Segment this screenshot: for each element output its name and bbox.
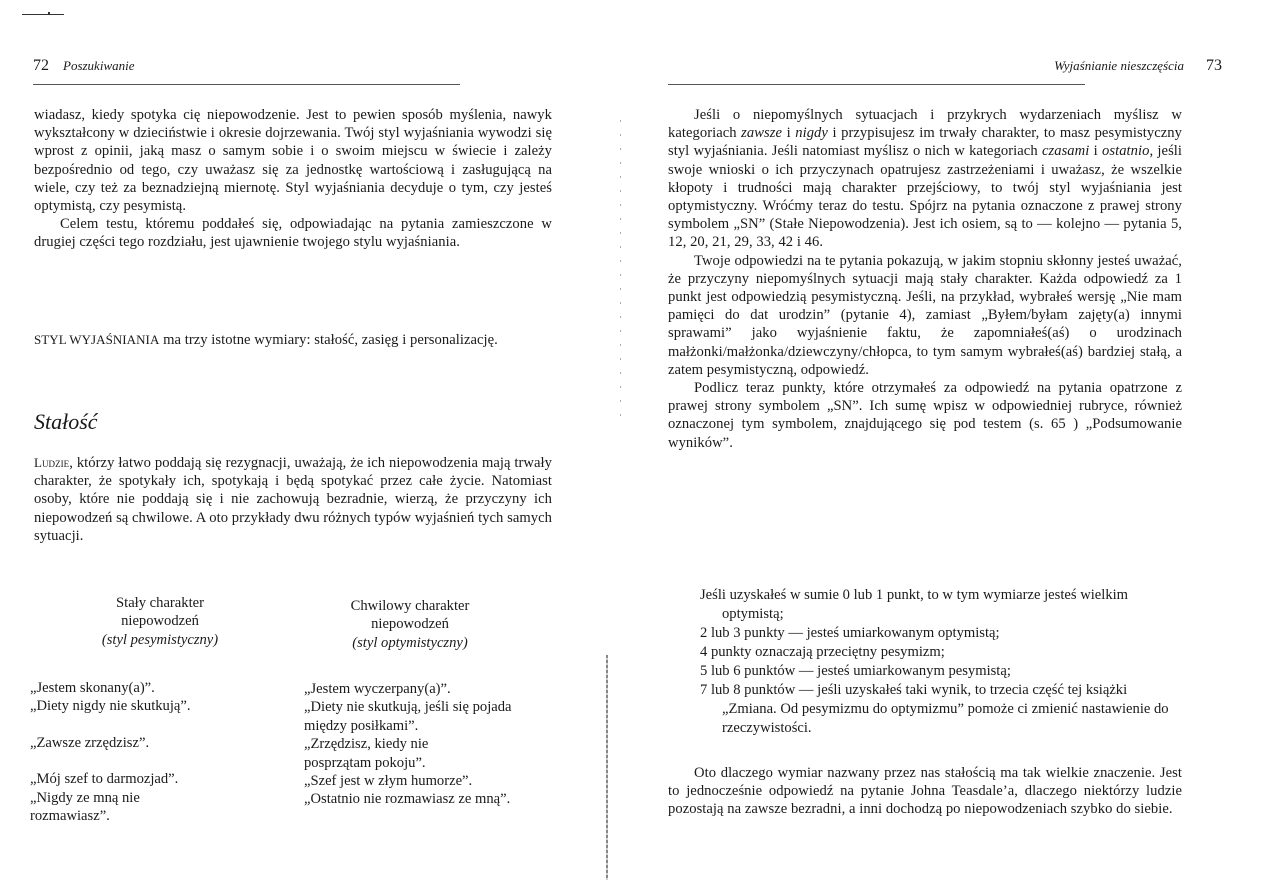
left-page (0, 0, 630, 894)
right-body-text (668, 106, 1182, 452)
paragraph: Jeśli o niepomyślnych sytuacjach i przykrych wydarzeniach myślisz w kategoriach zawsze i nigdy i przypisujesz im trwały charakter, to masz pesymistyczny styl wyjaśniania. Jeśli natomiast myślisz o nich w kategoriach czasami i ostatnio, jeśli swoje wnioski o ich przyczynach opatrujesz zastrzeżeniami i uważasz, że wszelkie kłopoty i trudności mają charakter przejściowy, to twój styl wyjaśniania jest optymistyczny. Wróćmy teraz do testu. Spójrz na pytania oznaczone z prawej strony symbolem „SN” (Stałe Niepowodzenia). Jest ich osiem, są to — kolejno — pytania 5, 12, 20, 21, 29, 33, 42 i 46. (668, 107, 1183, 251)
example-item: „Jestem wyczerpany(a)”. (304, 681, 451, 697)
header-rule (668, 84, 1085, 85)
emphasis: czasami (1041, 143, 1090, 160)
heading-line: Chwilowy charakter (350, 598, 470, 614)
right-page-header (1054, 57, 1222, 77)
score-item: 4 punkty oznaczają przeciętny pesymizm; (700, 644, 945, 660)
heading-style: (styl pesymistyczny) (101, 631, 219, 648)
page-number: 73 (1206, 57, 1222, 74)
score-item: Jeśli uzyskałeś w sumie 0 lub 1 punkt, to w tym wymiarze jesteś wielkim optymistą; (700, 587, 1129, 622)
stalosc-paragraph (34, 454, 552, 545)
scan-gutter-dots (620, 120, 621, 420)
paragraph: Oto dlaczego wymiar nazwany przez nas stałością ma tak wielkie znaczenie. Jest to jednocześnie odpowiedź na pytanie Johna Teasdale’a, dlaczego niektórzy ludzie pozostają na zawsze bezradni, a inni dochodzą po niepowodzeniach szybko do siebie. (668, 765, 1182, 818)
right-page (630, 0, 1262, 894)
score-item: 5 lub 6 punktów — jesteś umiarkowanym pesymistą; (700, 663, 1011, 679)
header-rule (33, 84, 460, 85)
left-page-header (33, 57, 135, 77)
paragraph: wiadasz, kiedy spotyka cię niepowodzenie. Jest to pewien sposób myślenia, nawyk wykształcony w dzieciństwie i okresie dojrzewania. Twój styl wyjaśniania wywodzi się wprost z opinii, jaką masz o samym sobie i o swoim miejscu w świecie i zależy bezpośrednio od tego, czy uważasz się za jednostkę wartościową i zasługującą na wiele, czy też za beznadziejną miernotę. Styl wyjaśniania decyduje o tym, czy jesteś optymistą, czy pesymistą. (34, 107, 552, 215)
running-head: Poszukiwanie (63, 58, 135, 73)
page-number: 72 (33, 57, 49, 74)
closing-paragraph (668, 764, 1182, 819)
styl-paragraph (34, 331, 552, 349)
small-caps-lead: Ludzie (34, 455, 70, 470)
paragraph-text: , którzy łatwo poddają się rezygnacji, uważają, że ich niepowodzenia mają trwały charakter, że spotykały ich, spotykają i będą spotykać przez całe życie. Natomiast osoby, które nie poddają się i nie zachowują bezradnie, wierzą, że przyczyny ich niepowodzeń są chwilowe. A oto przykłady dwu różnych typów wyjaśnień tych samych sytuacji. (34, 455, 552, 544)
example-item: „Nigdy ze mną nie rozmawiasz”. (30, 789, 140, 825)
score-interpretation-list (700, 586, 1184, 738)
emphasis: ostatnio (1102, 143, 1150, 160)
example-item: „Jestem skonany(a)”. (30, 680, 155, 696)
paragraph-text: ma trzy istotne wymiary: stałość, zasięg i personalizację. (159, 332, 498, 348)
example-item: „Zawsze zrzędzisz”. (30, 734, 150, 751)
running-head: Wyjaśnianie nieszczęścia (1054, 58, 1184, 73)
heading-line: Stały charakter (116, 595, 204, 611)
example-item: „Mój szef to darmozjad”. (30, 771, 179, 788)
section-title: Stałość (34, 409, 98, 434)
paragraph: Twoje odpowiedzi na te pytania pokazują, w jakim stopniu skłonny jesteś uważać, że przyczyny niepomyślnych sytuacji mają stały charakter. Każda odpowiedź za 1 punkt jest odpowiedzią pesymistyczną. Jeśli, na przykład, wybrałeś wersję „Nie mam pamięci do dat urodzin” (pytanie 4), zamiast „Byłem/byłam zajęty(a) innymi sprawami” jako wyjaśnienie faktu, że zapomniałeś(aś) o urodzinach małżonki/małżonka/dziewczyny/chłopca, to tym samym wybrałeś(aś) bardziej stałą, a zatem pesymistyczną, odpowiedź. (668, 252, 1182, 378)
example-item: „Szef jest w złym humorze”. (304, 773, 473, 790)
comparison-left-heading (60, 594, 260, 649)
example-item: „Zrzędzisz, kiedy nie posprzątam pokoju”. (304, 736, 429, 771)
heading-line: niepowodzeń (371, 616, 449, 633)
example-item: „Ostatnio nie rozmawiasz ze mną”. (304, 791, 511, 808)
scan-gutter-shadow (606, 655, 608, 880)
heading-line: niepowodzeń (121, 613, 199, 630)
small-caps-lead: STYL WYJAŚNIANIA (34, 332, 160, 347)
heading-style: (styl optymistyczny) (352, 634, 468, 651)
emphasis: nigdy (795, 125, 828, 142)
left-body-text (34, 106, 552, 252)
emphasis: zawsze (741, 125, 783, 142)
optimistic-examples (304, 680, 564, 809)
paragraph: Podlicz teraz punkty, które otrzymałeś za odpowiedź na pytania opatrzone z prawej strony symbolem „SN”. Ich sumę wpisz w odpowiedniej rubryce, również oznaczonej tym symbolem, znajdującego się pod testem (s. 65 ) „Podsumowanie wyników”. (668, 380, 1182, 451)
pessimistic-examples (30, 679, 280, 825)
example-item: „Diety nigdy nie skutkują”. (30, 698, 191, 715)
comparison-right-heading (300, 597, 520, 652)
paragraph: Celem testu, któremu poddałeś się, odpowiadając na pytania zamieszczone w drugiej części tego rozdziału, jest ujawnienie twojego stylu wyjaśniania. (34, 216, 552, 251)
score-item: 7 lub 8 punktów — jeśli uzyskałeś taki wynik, to trzecia część tej książki „Zmiana. Od pesymizmu do optymizmu” pomoże ci zmienić nastawienie do rzeczywistości. (700, 682, 1169, 736)
scan-corner-mark (22, 14, 64, 15)
score-item: 2 lub 3 punkty — jesteś umiarkowanym optymistą; (700, 625, 1000, 641)
example-item: „Diety nie skutkują, jeśli się pojada między posiłkami”. (304, 699, 512, 734)
